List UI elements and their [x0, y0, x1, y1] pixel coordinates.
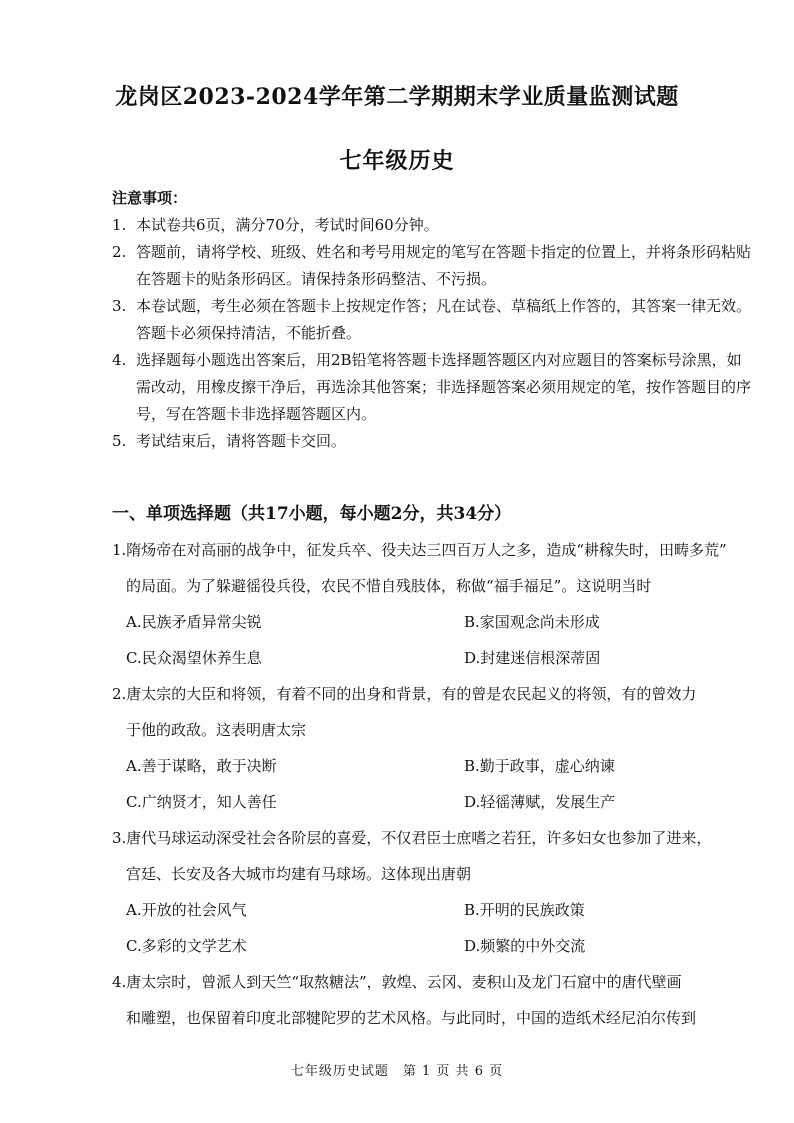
question-stem: 4.唐太宗时，曾派人到天竺“取熬糖法”，敦煌、云冈、麦积山及龙门石窟中的唐代壁画 [112, 973, 682, 991]
exam-title: 龙岗区2023-2024学年第二学期期末学业质量监测试题 [115, 84, 679, 110]
notice-item-text: 答题前，请将学校、班级、姓名和考号用规定的笔写在答题卡指定的位置上，并将条形码粘贴在答题卡的贴条形码区。请保持条形码整洁、不污损。 [136, 243, 752, 288]
option-b: B.家国观念尚未形成 [464, 613, 600, 631]
notice-item [112, 347, 752, 428]
question-stem-continued: 于他的政敌。这表明唐太宗 [126, 721, 307, 739]
option-group [112, 748, 752, 820]
notice-item-number: 3. [112, 297, 127, 315]
notice-item [112, 293, 752, 347]
option-a: A.开放的社会风气 [126, 901, 247, 919]
question-stem: 1.隋炀帝在对高丽的战争中，征发兵卒、役夫达三四百万人之多，造成“耕稼失时，田畴多荒” [112, 541, 727, 559]
notice-item-text: 选择题每小题选出答案后，用2B铅笔将答题卡选择题答题区内对应题目的答案标号涂黑，如需改动，用橡皮擦干净后，再选涂其他答案；非选择题答案必须用规定的笔，按作答题目的序号，写在答题卡非选择题答题区内。 [136, 351, 752, 423]
notice-item-text: 本卷试题，考生必须在答题卡上按规定作答；凡在试卷、草稿纸上作答的，其答案一律无效。答题卡必须保持清洁，不能折叠。 [136, 297, 752, 342]
notice-item-text: 本试卷共6页，满分70分，考试时间60分钟。 [136, 216, 439, 234]
option-a: A.民族矛盾异常尖锐 [126, 613, 262, 631]
question-stem: 3.唐代马球运动深受社会各阶层的喜爱，不仅君臣士庶嗜之若狂，许多妇女也参加了进来， [112, 829, 712, 847]
question-stem: 2.唐太宗的大臣和将领，有着不同的出身和背景，有的曾是农民起义的将领，有的曾效力 [112, 685, 697, 703]
option-d: D.频繁的中外交流 [464, 937, 586, 955]
question-list [112, 532, 752, 1036]
notice-block [112, 185, 752, 455]
notice-heading: 注意事项： [112, 189, 188, 207]
question-item [112, 676, 752, 820]
option-c: C.多彩的文学艺术 [126, 937, 247, 955]
notice-item-number: 1. [112, 216, 127, 234]
option-a: A.善于谋略，敢于决断 [126, 757, 277, 775]
notice-item-number: 2. [112, 243, 127, 261]
notice-item-text: 考试结束后，请将答题卡交回。 [136, 432, 347, 450]
question-item [112, 964, 752, 1036]
option-group [112, 892, 752, 964]
section-title: 一、单项选择题（共17小题，每小题2分，共34分） [112, 504, 512, 524]
question-stem-continued: 和雕塑，也保留着印度北部犍陀罗的艺术风格。与此同时，中国的造纸术经尼泊尔传到 [126, 1009, 697, 1027]
option-b: B.开明的民族政策 [464, 901, 585, 919]
notice-item-number: 4. [112, 351, 127, 369]
option-b: B.勤于政事，虚心纳谏 [464, 757, 615, 775]
question-stem-continued: 宫廷、长安及各大城市均建有马球场。这体现出唐朝 [126, 865, 472, 883]
question-item [112, 820, 752, 964]
notice-item [112, 428, 752, 455]
notice-item-number: 5. [112, 432, 127, 450]
notice-item [112, 239, 752, 293]
option-group [112, 604, 752, 676]
option-c: C.民众渴望休养生息 [126, 649, 262, 667]
page-footer: 七年级历史试题 第 1 页 共 6 页 [290, 1064, 504, 1079]
question-item [112, 532, 752, 676]
question-stem-continued: 的局面。为了躲避徭役兵役，农民不惜自残肢体，称做“福手福足”。这说明当时 [126, 577, 652, 595]
option-d: D.封建迷信根深蒂固 [464, 649, 601, 667]
option-c: C.广纳贤才，知人善任 [126, 793, 277, 811]
exam-subtitle: 七年级历史 [339, 148, 455, 174]
option-d: D.轻徭薄赋，发展生产 [464, 793, 616, 811]
notice-item [112, 212, 752, 239]
